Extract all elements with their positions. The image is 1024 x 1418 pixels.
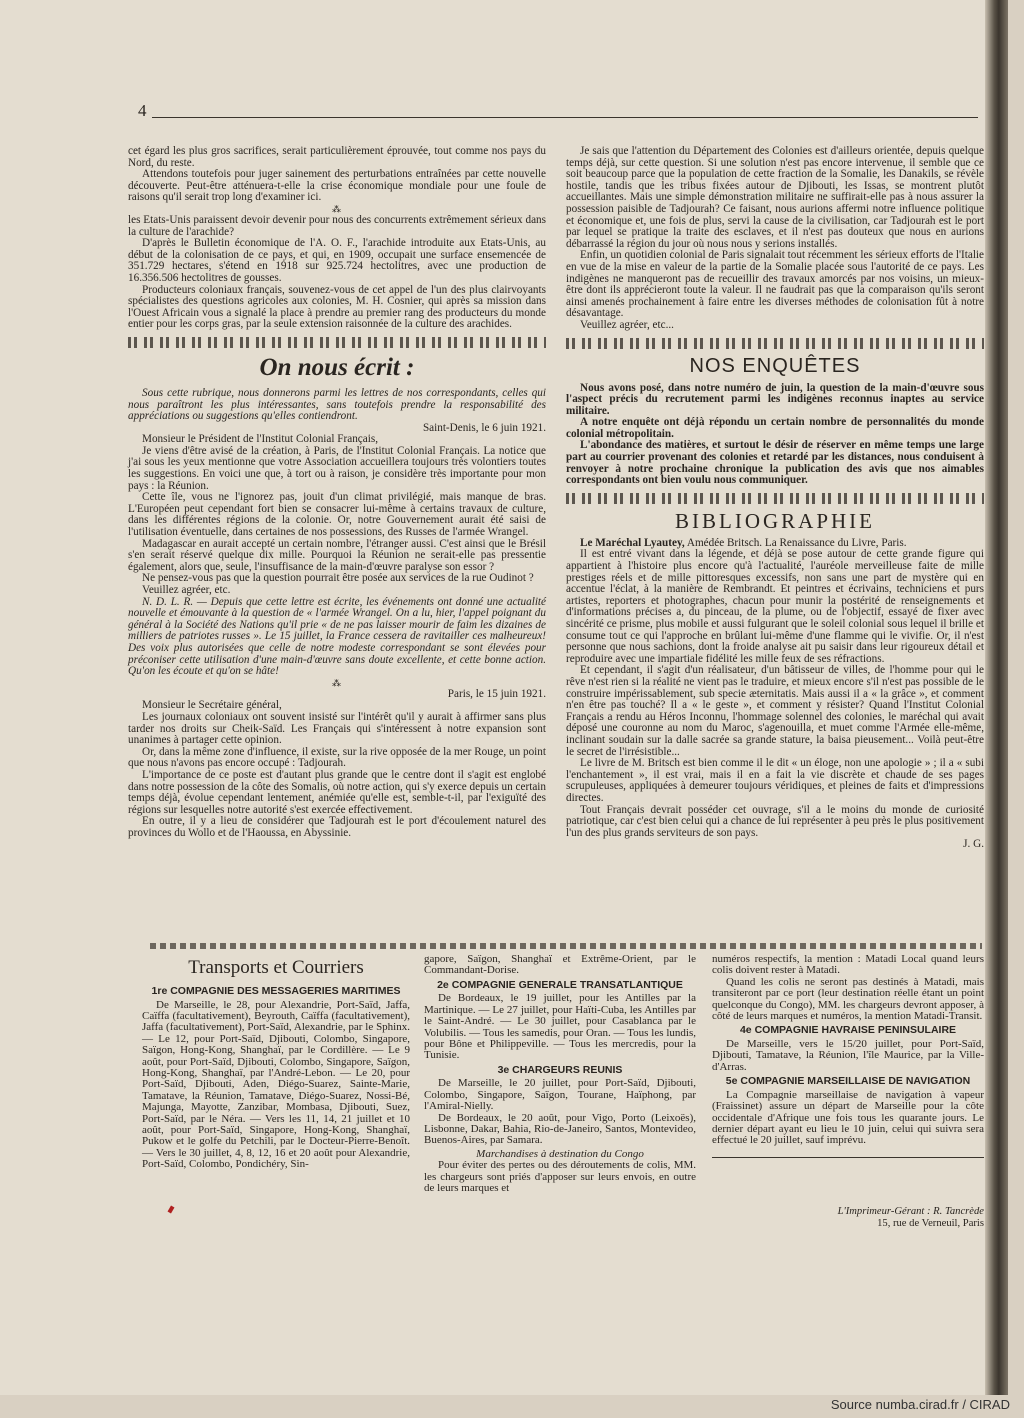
paragraph: cet égard les plus gros sacrifices, serait particulièrement éprouvée, tout comme nos pays du Nord, du reste. — [128, 145, 546, 169]
paragraph: Les journaux coloniaux ont souvent insisté sur l'intérêt qu'il y aurait à affirmer sans plus tarder nos droits sur Cheik-Saïd. Les Français qui s'intéressent à notre expansion sont unanimes à partager cette opinion. — [128, 710, 546, 747]
paragraph: De Marseille, vers le 15/20 juillet, pour Port-Saïd, Djibouti, Tamatave, la Réunion, l'île Maurice, par la Ville-d'Arras. — [712, 1038, 984, 1073]
congo-subtitle: Marchandises à destination du Congo — [476, 1147, 644, 1160]
section-divider — [150, 943, 982, 949]
paragraph: La Compagnie marseillaise de navigation à vapeur (Fraissinet) assure un départ de Marseille pour la côte occidentale d'Afrique une fois tous les quarante jours. Le dernier départ ayant eu lieu le 10 juin, celui qui suivra sera effectué le 20 juillet, sauf imprévu. — [712, 1088, 984, 1147]
paragraph: Veuillez agréer, etc... — [580, 318, 674, 331]
letter2-date: Paris, le 15 juin 1921. — [447, 687, 546, 700]
page-number: 4 — [138, 101, 147, 120]
bibliographie-title: BIBLIOGRAPHIE — [675, 508, 875, 533]
paragraph: les Etats-Unis paraissent devoir devenir pour nous des concurrents extrêmement sérieux dans la culture de l'arachide? — [128, 213, 546, 238]
paragraph: Le livre de M. Britsch est bien comme il le dit « un éloge, non une apologie » ; il a « subi l'enchantement », il est vrai, mais il en a fait la vie discrète et chaude de ses pages scrupuleuses, appliquées à demeurer toujours véridiques, et pleines de faits et d'impressions directes. — [566, 757, 984, 804]
left-column — [128, 146, 546, 839]
company-title: 4e COMPAGNIE HAVRAISE PENINSULAIRE — [739, 1024, 957, 1037]
paragraph: D'après le Bulletin économique de l'A. O. F., l'arachide introduite aux Etats-Unis, au début de la colonisation de ce pays, et qui, en 1909, occupait une surface ensemencée de 351.729 hectares, s'étend en 1918 sur 925.724 hectolitres, avec une production de 16.356.506 hectolitres de gousses. — [128, 237, 546, 284]
paragraph: gapore, Saïgon, Shanghaï et Extrême-Orient, par le Commandant-Dorise. — [424, 953, 696, 977]
company-title: 5e COMPAGNIE MARSEILLAISE DE NAVIGATION — [725, 1075, 971, 1088]
biblio-signature: J. G. — [963, 838, 984, 851]
imprint-line-1: L'Imprimeur-Gérant : R. Tancrède — [837, 1206, 984, 1217]
company-title: 3e CHARGEURS REUNIS — [497, 1063, 623, 1076]
paragraph: Pour éviter des pertes ou des déroutements de colis, MM. les chargeurs sont priés d'apposer sur leurs envois, en outre de leurs marques et — [424, 1159, 696, 1195]
asterism: ⁂ — [332, 203, 342, 214]
paragraph: Or, dans la même zone d'influence, il existe, sur la rive opposée de la mer Rouge, un point que nous n'avons pas encore occupé : Tadjourah. — [128, 745, 546, 770]
ornamental-divider — [566, 338, 984, 349]
paragraph: Enfin, un quotidien colonial de Paris signalait tout récemment les sérieux efforts de l'Italie en vue de la mise en valeur de la partie de la Somalie placée sous l'autorité de ce pays. Les indigènes ne manqueront pas de recueillir des travaux amorcés par nos voisins, un mieux-être dont ils apprécieront toute la valeur. Il ne faudrait pas que la comparaison qu'ils seront ainsi amenés prochainement à faire entre les diverses méthodes de colonisation fût à notre désavantage. — [566, 249, 984, 320]
rubric-intro: Sous cette rubrique, nous donnerons parmi les lettres de nos correspondants, celles qui nous paraîtront les plus intéressantes, sans toutefois prendre la responsabilité des appréciations ou suggestions qu'elles contiendront. — [128, 386, 546, 423]
paragraph: Tout Français devrait posséder cet ouvrage, s'il a le moins du monde de curiosité patriotique, car c'est bien celui qui a chance de lui représenter à peu près le plus positivement l'un des plus grands serviteurs de son pays. — [566, 803, 984, 839]
biblio-reference-title: Le Maréchal Lyautey, — [580, 536, 685, 549]
editor-note: N. D. L. R. — Depuis que cette lettre est écrite, les événements ont donné une actualité nouvelle et émouvante à la question de « l'armée Wrangel. On a lu, hier, l'appel poignant du général à la Société des Nations qu'il prie « de ne pas laisser mourir de faim les dizaines de milliers de patriotes russes ». Le 15 juillet, la France cessera de ravitailler ces malheureux! Des voix plus autorisées que celle de notre modeste correspondant se sont élevées pour préconiser cette utilisation d'une main-d'œuvre sans doute excellente, et cette bonne action. Qu'on les écoute et qu'on se hâte! — [128, 595, 546, 678]
letter1-date: Saint-Denis, le 6 juin 1921. — [422, 421, 546, 434]
paragraph: Quand les colis ne seront pas destinés à Matadi, mais transiteront par ce port (leur destination réelle étant un point quelconque du Congo), MM. les chargeurs devront apposer, à côté de leurs marques et numéros, la mention Matadi-Transit. — [712, 975, 984, 1023]
transports-column-3 — [712, 954, 984, 1162]
paragraph: En outre, il y a lieu de considérer que Tadjourah est le port d'écoulement naturel des provinces du Wollo et de l'Haoussa, en Abyssinie. — [128, 815, 546, 839]
rubric-title: On nous écrit : — [259, 353, 415, 381]
imprint — [712, 1206, 984, 1229]
header-rule — [152, 117, 978, 118]
ornamental-divider — [128, 337, 546, 348]
paragraph: De Marseille, le 20 juillet, pour Port-Saïd, Djibouti, Colombo, Singapore, Saïgon, Tourane, Haïphong, par l'Amiral-Nielly. — [424, 1077, 696, 1113]
enquetes-title: NOS ENQUÊTES — [689, 354, 861, 377]
paragraph: Nous avons posé, dans notre numéro de juin, la question de la main-d'œuvre sous l'aspect précis du recrutement parmi les indigènes reconnus inaptes au service militaire. — [566, 381, 984, 417]
paragraph: De Bordeaux, le 19 juillet, pour les Antilles par la Martinique. — Le 27 juillet, pour Haïti-Cuba, les Antilles par le Saint-André. — Le 30 juillet, pour Casablanca par le Volubilis. — Tous les samedis, pour Oran. — Tous les lundis, pour Bône et Philippeville. — Tous les mercredis, pour la Tunisie. — [424, 992, 696, 1062]
paragraph: De Marseille, le 28, pour Alexandrie, Port-Saïd, Jaffa, Caïffa (facultativement), Beyrouth, Caïffa (facultativement), Jaffa (facultativement), Port-Saïd, Alexandrie, par le Sphinx. — Le 12, pour Port-Saïd, Djibouti, Colombo, Singapore, Saïgon, Hong-Kong, Shanghaï, par le Cordillère. — Le 9 août, pour Port-Saïd, Djibouti, Colombo, Singapore, Saïgon, Hong-Kong, Shanghaï, par l'André-Lebon. — Le 20, pour Port-Saïd, Djibouti, Aden, Diégo-Suarez, Sainte-Marie, Tamatave, la Réunion, Tamatave, Diégo-Suarez, Nossi-Bé, Majunga, Mayotte, Zanzibar, Mombasa, Djibouti, Suez, Port-Saïd, par le Néra. — Vers les 11, 14, 21 juillet et 10 août, pour Port-Saïd, Singapore, Hong-Kong, Shanghaï, Pukow et le golfe du Petchili, par le Docteur-Pierre-Benoît. — Vers le 30 juillet, 4, 8, 12, 16 et 20 août pour Alexandrie, Port-Saïd, Colombo, Pondichéry, Sin- — [142, 998, 410, 1171]
paragraph: L'importance de ce poste est d'autant plus grande que le centre dont il s'agit est englobé dans notre possession de la côte des Somalis, où notre action, qui s'y exerce depuis un certain temps déjà, évolue cependant lentement, anémiée qu'elle est, semble-t-il, par l'exiguïté des régions sur lesquelles notre autorité s'est exercée effectivement. — [128, 768, 546, 816]
biblio-reference-rest: Amédée Britsch. La Renaissance du Livre, Paris. — [684, 536, 907, 549]
paragraph: L'abondance des matières, et surtout le désir de réserver en même temps une large part au courrier provenant des colonies et retardé par les distances, nous conduisent à renvoyer à notre prochaine chronique la publication des avis que nos aimables correspondants ont bien voulu nous communiquer. — [566, 439, 984, 487]
binding-edge — [985, 0, 1008, 1395]
paragraph: Je viens d'être avisé de la création, à Paris, de l'Institut Colonial Français. La notice que j'ai sous les yeux mentionne que votre Association accueillera toujours très volontiers toutes les suggestions. En voici une que, à tort ou à raison, je considère très importante pour mon pays : la Réunion. — [128, 444, 546, 492]
paragraph: Attendons toutefois pour juger sainement des perturbations entraînées par cette nouvelle découverte. Peut-être atténuera-t-elle la crise économique mondiale pour une foule de raisons qu'il serait trop long d'examiner ici. — [128, 168, 546, 204]
company-title: 1re COMPAGNIE DES MESSAGERIES MARITIMES — [151, 985, 401, 997]
paragraph: A notre enquête ont déjà répondu un certain nombre de personnalités du monde colonial métropolitain. — [566, 416, 984, 440]
asterism: ⁂ — [332, 677, 342, 688]
paragraph: Il est entré vivant dans la légende, et déjà se pose autour de cette grande figure qui appartient à l'histoire plus encore qu'à l'actualité, l'auréole merveilleuse faite de mille prestiges réels et de mille pittoresques excessifs, non sans une part de mystère qui en accentue l'éclat, à la manière de Rembrandt. Et peintres et écrivains, techniciens et purs artistes, reporters et photographes, chacun pour munir la postérité de renseignements et d'informations précises a, du pinceau, de la plume, ou de l'objectif, essayé de fixer avec sincérité ce prisme, plus mobile et aussi fulgurant que le soleil colonial sous lequel il brille et consume tout ce qui l'approche en brûlant lui-même d'une flamme qui le vivifie. Or, il n'est personne que nous sachions, dont la froide analyse ait pu saisir dans leur rigoureux détail et reproduire avec une impartiale fidélité les mille feux de ses réfractions. — [566, 548, 984, 665]
imprint-line-2: 15, rue de Verneuil, Paris — [877, 1217, 984, 1229]
source-credit: Source numba.cirad.fr / CIRAD — [830, 1397, 1010, 1412]
paragraph: Cette île, vous ne l'ignorez pas, jouit d'un climat privilégié, mais manque de bras. L'Européen peut cependant fort bien se consacrer lui-même à certains travaux de culture, dans les différentes régions de la colonie. Or, notre Gouvernement aurait été saisi de l'utilisation éventuelle, dans certaines de nos possessions, des Russes de l'armée Wrangel. — [128, 491, 546, 539]
ornamental-divider — [566, 493, 984, 504]
paragraph: Je sais que l'attention du Département des Colonies est d'ailleurs orientée, depuis quelque temps déjà, sur cette question. Si une solution n'est pas encore intervenue, il semble que ce soit beaucoup parce que la population de cette fraction de la Somalie, les Danakils, se révèle hostile, tandis que les tribus fixées autour de Djibouti, les Issas, se montrent plutôt accueillantes. Mais une simple démonstration militaire ne suffirait-elle pas à nous assurer la possession paisible de Tadjourah? Ce faisant, nous aurions affermi notre influence politique et économique et, une fois de plus, servi la cause de la civilisation, car Tadjourah est le port par lequel se pratique la traite des esclaves, et il n'est pas douteux que nous en aurions débarrassé la région du jour où nous nous y serions installés. — [566, 145, 984, 250]
company-title: 2e COMPAGNIE GENERALE TRANSATLANTIQUE — [437, 978, 683, 991]
paragraph: Ne pensez-vous pas que la question pourrait être posée aux services de la rue Oudinot ? — [142, 572, 534, 585]
paragraph: numéros respectifs, la mention : Matadi Local quand leurs colis doivent rester à Matadi. — [712, 953, 984, 977]
paragraph: Veuillez agréer, etc. — [142, 584, 231, 596]
transports-column-1 — [142, 954, 410, 1171]
paragraph: De Bordeaux, le 20 août, pour Vigo, Porto (Leixoës), Lisbonne, Dakar, Bahia, Rio-de-Janeiro, Santos, Montevideo, Buenos-Aires, par Samara. — [424, 1111, 696, 1147]
letter2-salutation: Monsieur le Secrétaire général, — [142, 699, 282, 712]
paragraph: Producteurs coloniaux français, souvenez-vous de cet appel de l'un des plus clairvoyants spécialistes des questions agricoles aux colonies, M. H. Cosnier, qui après sa mission dans l'Ouest Africain vous a signalé la place à prendre au premier rang des producteurs du monde entier pour les corps gras, par la seule extension raisonnée de la culture des arachides. — [128, 283, 546, 331]
paragraph: Et cependant, il s'agit d'un réalisateur, d'un bâtisseur de villes, de l'homme pour qui le rêve n'est rien si la réalité ne vient pas le traduire, et mieux encore s'il n'est pas possible de le construire impérissablement, sub specie æternitatis. Mais aussi il a « la grâce », et comment n'en être pas touché? Il a « le geste », et comment y résister? Quand l'Institut Colonial Français a rendu au Héros Inconnu, l'hommage solennel des colonies, le maréchal qui avait déposé une couronne au nom du Maroc, s'agenouilla, et muet comme l'Armée elle-même, inclinant soudain sur la dalle sacrée sa grande stature, la baisa pieusement... Voilà peut-être le secret de l'irrésistible... — [566, 664, 984, 758]
transports-column-2 — [424, 954, 696, 1195]
paragraph: Madagascar en aurait accepté un certain nombre, l'étranger aussi. C'est ainsi que le Brésil s'en serait réservé quelque dix mille. Pourquoi la Réunion ne serait-elle pas pressentie également, alors que, seule, l'insuffisance de la main-d'œuvre paralyse son essor ? — [128, 537, 546, 573]
transports-title: Transports et Courriers — [188, 957, 364, 978]
letter1-salutation: Monsieur le Président de l'Institut Colonial Français, — [142, 433, 378, 446]
right-column — [566, 146, 984, 851]
rule — [712, 1157, 984, 1158]
